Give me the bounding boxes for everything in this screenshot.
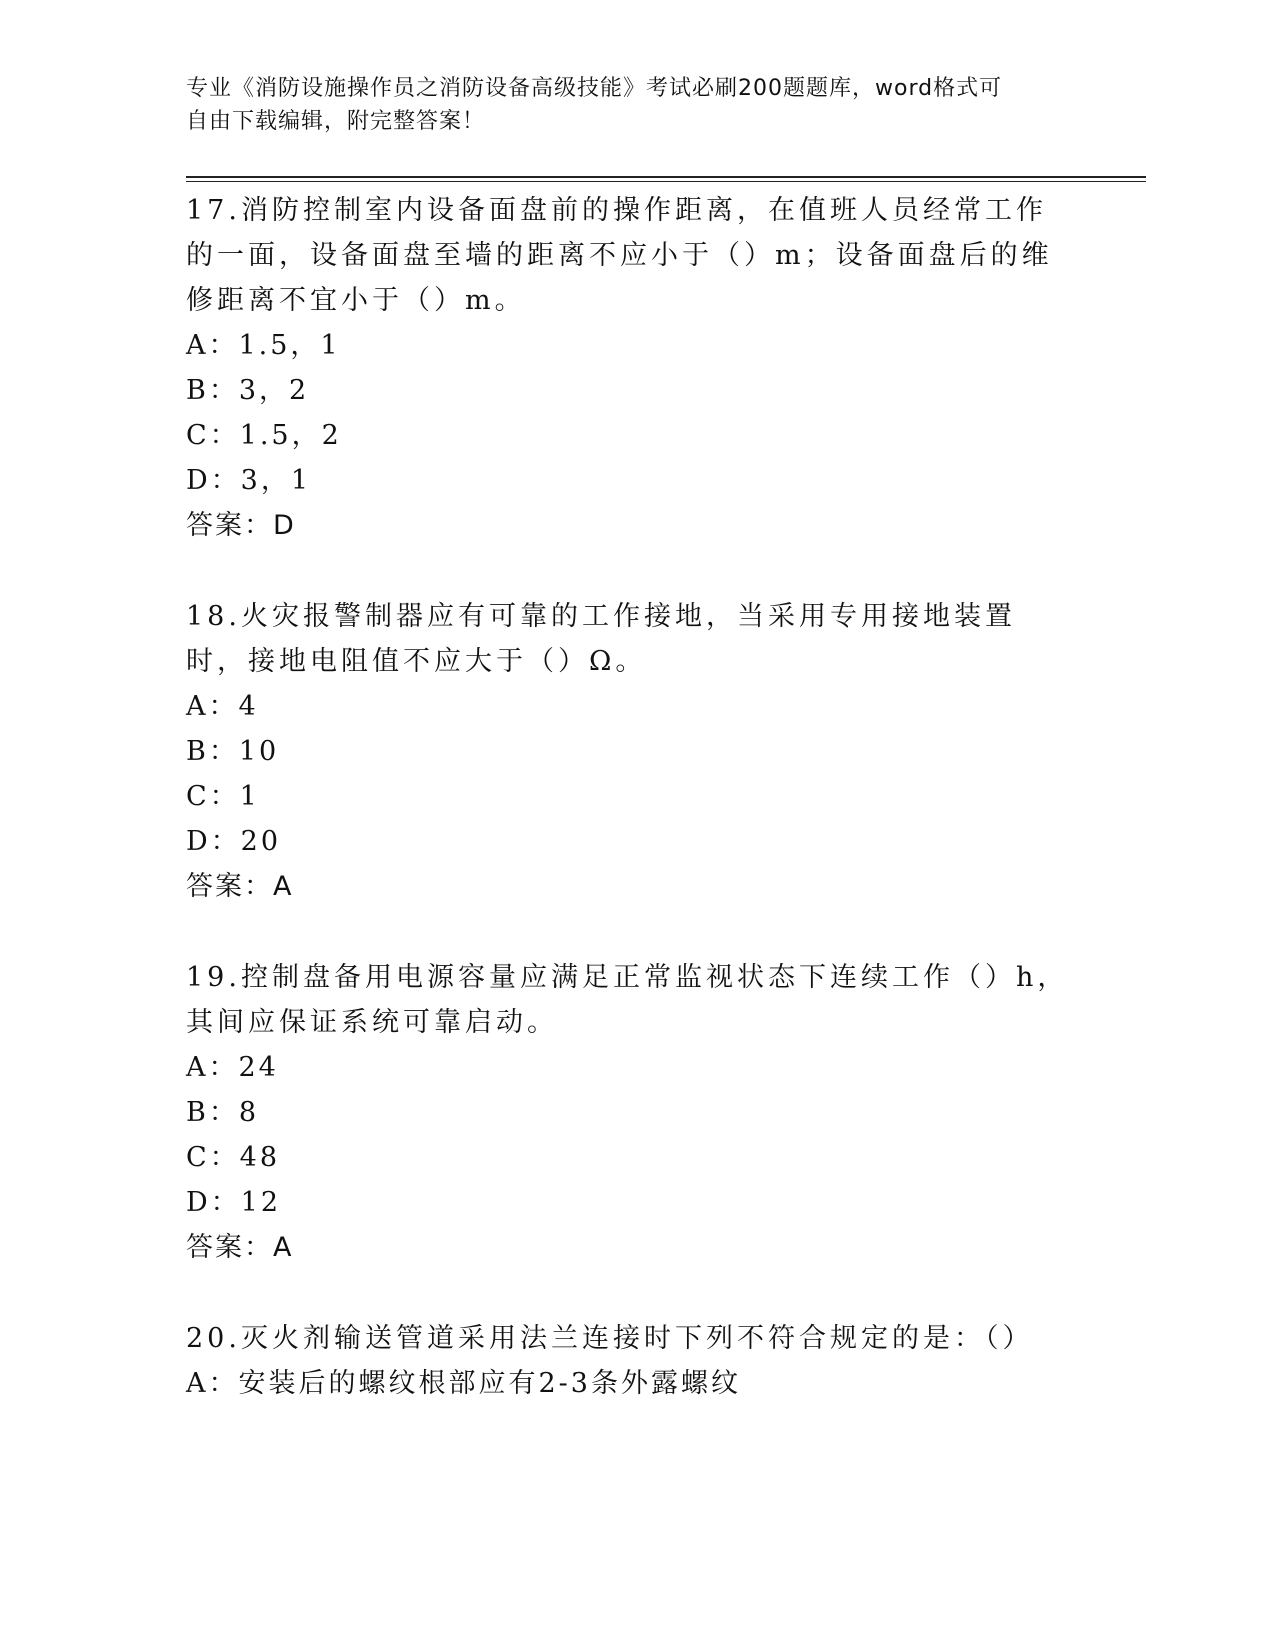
option-d: D：3，1 — [186, 465, 312, 496]
option-b: B：3，2 — [186, 375, 310, 406]
question-stem: 17.消防控制室内设备面盘前的操作距离，在值班人员经常工作的一面，设备面盘至墙的距离不应小于（）m；设备面盘后的维修距离不宜小于（）m。 — [186, 195, 1053, 316]
header-line-2: 自由下载编辑，附完整答案！ — [186, 109, 486, 134]
question-stem: 18.火灾报警制器应有可靠的工作接地，当采用专用接地装置时，接地电阻值不应大于（）Ω。 — [186, 601, 1016, 677]
question-stem: 20.灭火剂输送管道采用法兰连接时下列不符合规定的是：（） — [186, 1323, 1034, 1354]
option-c: C：1.5，2 — [186, 420, 342, 451]
question-20 — [186, 1316, 1076, 1406]
option-b: B：8 — [186, 1097, 260, 1128]
question-18 — [186, 594, 1076, 909]
answer: 答案：A — [186, 1232, 294, 1263]
question-list — [186, 188, 1076, 1452]
answer: 答案：D — [186, 510, 296, 541]
option-b: B：10 — [186, 736, 280, 767]
answer: 答案：A — [186, 871, 294, 902]
header-divider-thin — [186, 181, 1146, 182]
option-c: C：48 — [186, 1142, 281, 1173]
question-stem: 19.控制盘备用电源容量应满足正常监视状态下连续工作（）h，其间应保证系统可靠启动。 — [186, 962, 1069, 1038]
question-17 — [186, 188, 1076, 548]
document-header — [186, 72, 1066, 138]
option-a: A：4 — [186, 691, 259, 722]
option-a: A：安装后的螺纹根部应有2-3条外露螺纹 — [186, 1368, 741, 1399]
header-divider-thick — [186, 176, 1146, 178]
option-a: A：24 — [186, 1052, 279, 1083]
question-19 — [186, 955, 1076, 1270]
option-a: A：1.5，1 — [186, 330, 341, 361]
option-c: C：1 — [186, 781, 260, 812]
option-d: D：20 — [186, 826, 282, 857]
option-d: D：12 — [186, 1187, 282, 1218]
header-line-1: 专业《消防设施操作员之消防设备高级技能》考试必刷200题题库，word格式可 — [186, 76, 1003, 101]
